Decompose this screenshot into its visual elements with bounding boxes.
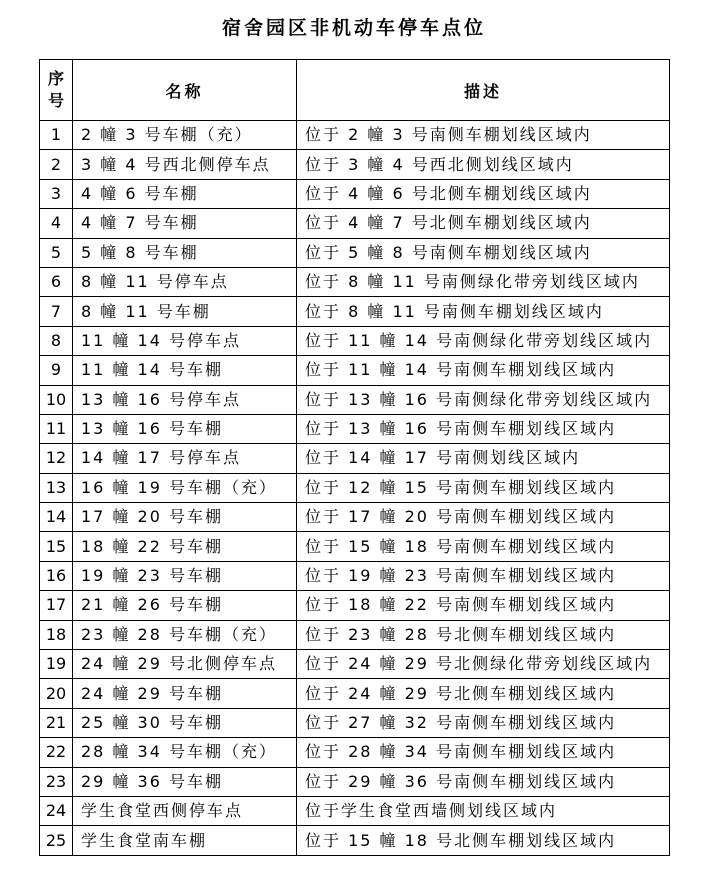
row-index-cell: 13 [40,473,73,502]
row-description-cell: 位于 4 幢 7 号北侧车棚划线区域内 [297,209,670,238]
table-row [40,473,670,502]
row-name-cell: 13 幢 16 号停车点 [73,385,297,414]
row-name-cell: 8 幢 11 号车棚 [73,297,297,326]
row-index-cell: 20 [40,679,73,708]
row-index-cell: 17 [40,591,73,620]
row-name-cell: 8 幢 11 号停车点 [73,267,297,296]
row-description-cell: 位于 15 幢 18 号南侧车棚划线区域内 [297,532,670,561]
row-name-cell: 学生食堂南车棚 [73,826,297,855]
row-description-cell: 位于 28 幢 34 号南侧车棚划线区域内 [297,738,670,767]
row-description-cell: 位于 2 幢 3 号南侧车棚划线区域内 [297,121,670,150]
row-description-cell: 位于 4 幢 6 号北侧车棚划线区域内 [297,179,670,208]
row-index-cell: 16 [40,561,73,590]
row-name-cell: 3 幢 4 号西北侧停车点 [73,150,297,179]
column-header-index [40,60,73,121]
row-description-cell: 位于 13 幢 16 号南侧车棚划线区域内 [297,414,670,443]
column-header-name: 名称 [73,60,297,121]
row-description-cell: 位于 5 幢 8 号南侧车棚划线区域内 [297,238,670,267]
row-name-cell: 29 幢 36 号车棚 [73,767,297,796]
header-row [40,60,670,121]
table-row [40,767,670,796]
table-row [40,826,670,855]
row-name-cell: 4 幢 7 号车棚 [73,209,297,238]
row-name-cell: 21 幢 26 号车棚 [73,591,297,620]
table-header [40,60,670,121]
column-header-description: 描述 [297,60,670,121]
column-header-index-line1: 序 [47,69,64,88]
row-description-cell: 位于 23 幢 28 号北侧车棚划线区域内 [297,620,670,649]
row-index-cell: 10 [40,385,73,414]
row-name-cell: 11 幢 14 号停车点 [73,326,297,355]
row-index-cell: 18 [40,620,73,649]
row-name-cell: 2 幢 3 号车棚（充） [73,121,297,150]
table-row [40,591,670,620]
table-row [40,650,670,679]
table-row [40,385,670,414]
table-row [40,121,670,150]
table-row [40,796,670,825]
row-index-cell: 11 [40,414,73,443]
table-body [40,121,670,856]
row-index-cell: 14 [40,503,73,532]
table-row [40,209,670,238]
row-index-cell: 2 [40,150,73,179]
parking-locations-table [39,59,670,856]
row-name-cell: 14 幢 17 号停车点 [73,444,297,473]
row-index-cell: 4 [40,209,73,238]
row-name-cell: 13 幢 16 号车棚 [73,414,297,443]
row-description-cell: 位于 3 幢 4 号西北侧划线区域内 [297,150,670,179]
row-index-cell: 9 [40,356,73,385]
row-name-cell: 5 幢 8 号车棚 [73,238,297,267]
table-row [40,150,670,179]
row-description-cell: 位于 17 幢 20 号南侧车棚划线区域内 [297,503,670,532]
table-row [40,532,670,561]
table-row [40,738,670,767]
table-row [40,620,670,649]
row-description-cell: 位于 29 幢 36 号南侧车棚划线区域内 [297,767,670,796]
row-index-cell: 3 [40,179,73,208]
row-description-cell: 位于 15 幢 18 号北侧车棚划线区域内 [297,826,670,855]
table-row [40,179,670,208]
row-description-cell: 位于 14 幢 17 号南侧划线区域内 [297,444,670,473]
row-index-cell: 6 [40,267,73,296]
row-description-cell: 位于学生食堂西墙侧划线区域内 [297,796,670,825]
row-description-cell: 位于 12 幢 15 号南侧车棚划线区域内 [297,473,670,502]
table-row [40,561,670,590]
row-name-cell: 19 幢 23 号车棚 [73,561,297,590]
row-index-cell: 7 [40,297,73,326]
row-index-cell: 12 [40,444,73,473]
row-description-cell: 位于 18 幢 22 号南侧车棚划线区域内 [297,591,670,620]
row-name-cell: 23 幢 28 号车棚（充） [73,620,297,649]
row-index-cell: 22 [40,738,73,767]
table-row [40,297,670,326]
row-index-cell: 15 [40,532,73,561]
row-name-cell: 4 幢 6 号车棚 [73,179,297,208]
row-index-cell: 21 [40,708,73,737]
row-name-cell: 学生食堂西侧停车点 [73,796,297,825]
row-name-cell: 25 幢 30 号车棚 [73,708,297,737]
table-row [40,326,670,355]
row-index-cell: 1 [40,121,73,150]
table-row [40,708,670,737]
row-name-cell: 24 幢 29 号北侧停车点 [73,650,297,679]
row-description-cell: 位于 8 幢 11 号南侧绿化带旁划线区域内 [297,267,670,296]
row-index-cell: 8 [40,326,73,355]
row-name-cell: 28 幢 34 号车棚（充） [73,738,297,767]
row-description-cell: 位于 8 幢 11 号南侧车棚划线区域内 [297,297,670,326]
column-header-index-line2: 号 [47,91,64,110]
table-row [40,503,670,532]
table-row [40,414,670,443]
row-index-cell: 25 [40,826,73,855]
row-name-cell: 11 幢 14 号车棚 [73,356,297,385]
row-name-cell: 18 幢 22 号车棚 [73,532,297,561]
row-description-cell: 位于 24 幢 29 号北侧车棚划线区域内 [297,679,670,708]
row-name-cell: 17 幢 20 号车棚 [73,503,297,532]
row-description-cell: 位于 11 幢 14 号南侧车棚划线区域内 [297,356,670,385]
page-title: 宿舍园区非机动车停车点位 [221,17,486,39]
row-description-cell: 位于 13 幢 16 号南侧绿化带旁划线区域内 [297,385,670,414]
table-row [40,444,670,473]
row-description-cell: 位于 19 幢 23 号南侧车棚划线区域内 [297,561,670,590]
row-name-cell: 24 幢 29 号车棚 [73,679,297,708]
row-description-cell: 位于 24 幢 29 号北侧绿化带旁划线区域内 [297,650,670,679]
row-index-cell: 23 [40,767,73,796]
row-name-cell: 16 幢 19 号车棚（充） [73,473,297,502]
table-row [40,356,670,385]
row-description-cell: 位于 27 幢 32 号南侧车棚划线区域内 [297,708,670,737]
table-row [40,238,670,267]
row-description-cell: 位于 11 幢 14 号南侧绿化带旁划线区域内 [297,326,670,355]
row-index-cell: 24 [40,796,73,825]
table-row [40,267,670,296]
row-index-cell: 19 [40,650,73,679]
table-row [40,679,670,708]
row-index-cell: 5 [40,238,73,267]
